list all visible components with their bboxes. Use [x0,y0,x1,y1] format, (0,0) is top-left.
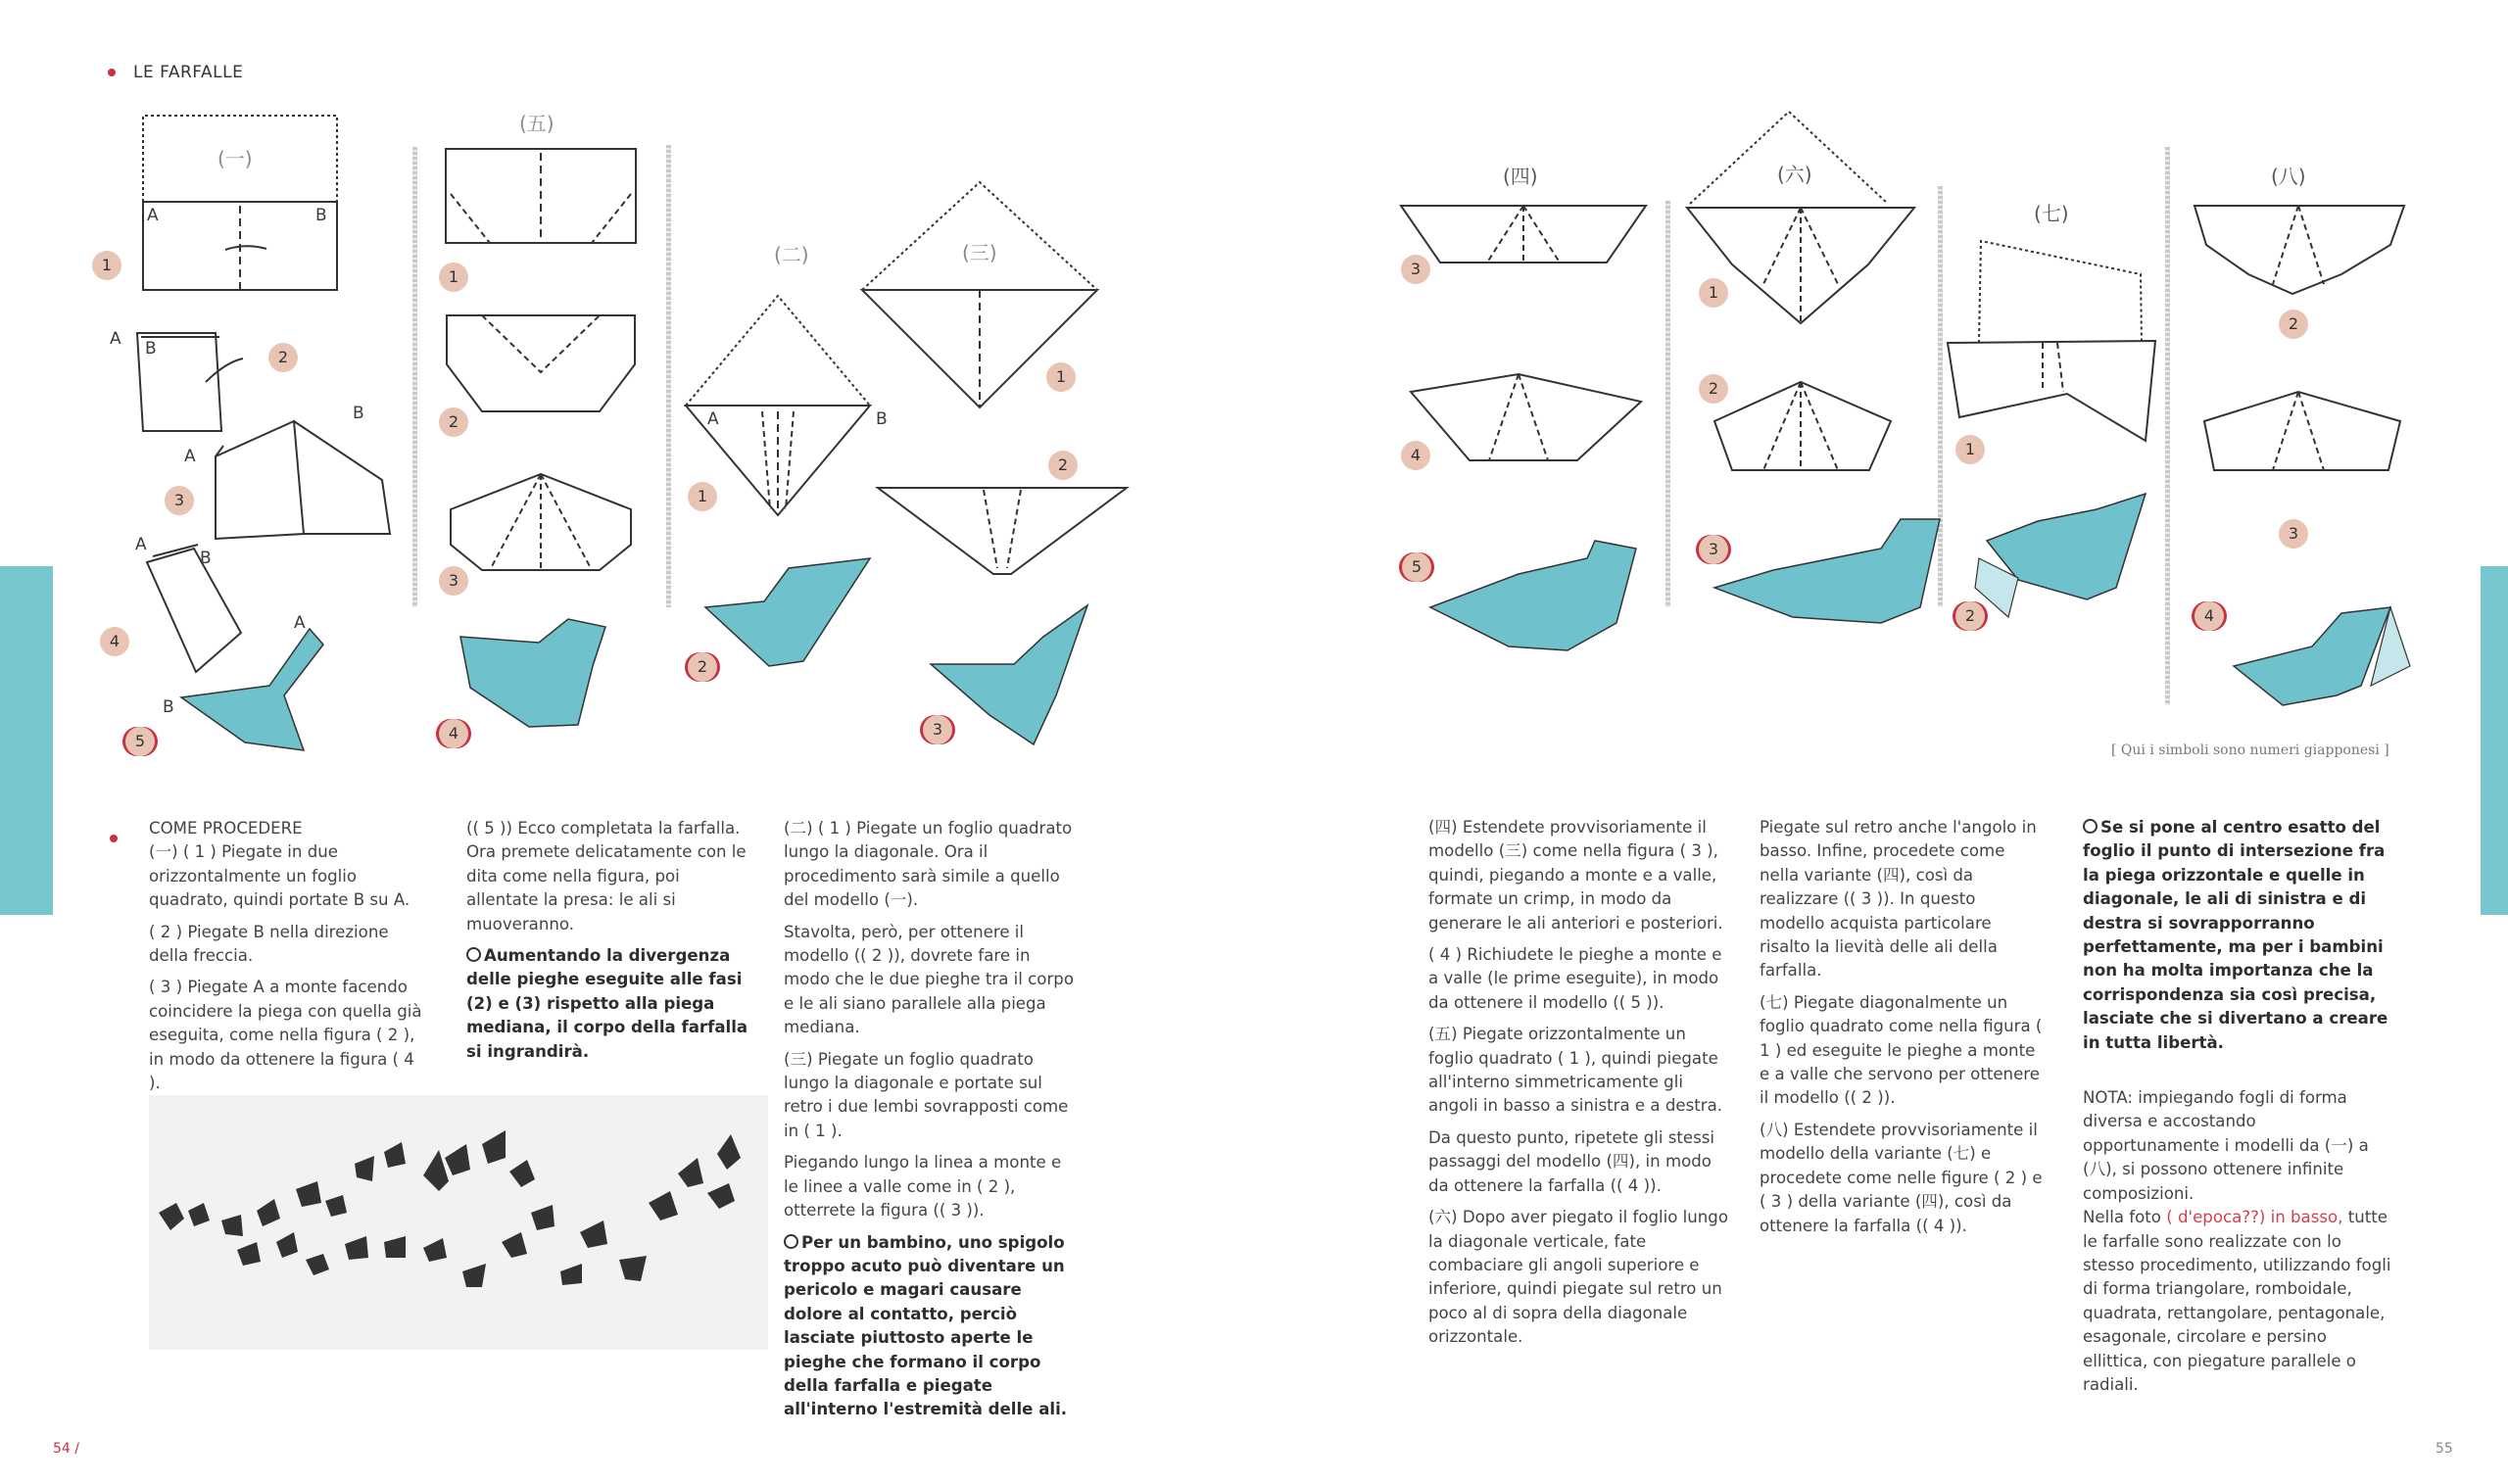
step-number-badge: 3 [1699,535,1728,564]
section-title [108,63,243,82]
letter-b: B [200,549,212,568]
paragraph: (三) Piegate un foglio quadrato lungo la diagonale e portate sul retro i due lembi sovrapposti come in ( 1 ). [784,1049,1069,1140]
step-number-badge: 3 [2279,519,2308,549]
circle-icon [2083,819,2098,834]
paragraph: ( 3 ) Piegate A a monte facendo coincidere la piega con quella già eseguita, come nella figura ( 2 ), in modo da ottenere la figura ( 4 ). [149,978,422,1093]
step-number-badge: 3 [165,486,194,515]
letter-a: A [147,206,159,225]
step-number-badge: 2 [1955,601,1985,631]
bullet-icon [110,835,118,842]
letter-a: A [135,535,147,554]
bullet-icon [108,69,116,76]
step-number-badge: 1 [688,482,717,511]
paragraph: ( 2 ) Piegate B nella direzione della freccia. [149,922,389,966]
step-number-badge: 5 [125,727,155,756]
step-number-badge: 2 [268,343,298,372]
photo-note-prefix: Nella foto [2083,1208,2161,1227]
paragraph: Da questo punto, ripetete gli stessi passaggi del modello (四), in modo da ottenere la farfalla (( 4 )). [1428,1127,1715,1195]
butterflies-image [149,1095,768,1350]
step-number-badge: 3 [1401,255,1430,284]
letter-b: B [353,404,364,423]
section-title-text: LE FARFALLE [133,63,244,82]
kanji-label: (五) [519,112,555,135]
paragraph: (七) Piegate diagonalmente un foglio quadrato come nella figura ( 1 ) ed eseguite le pieghe a monte e a valle che servono per ottenere il modello (( 2 )). [1760,992,2043,1108]
step-number-badge: 1 [1046,362,1076,392]
tip-text: Per un bambino, uno spigolo troppo acuto può diventare un pericolo e magari causare dolore al contatto, perciò lasciate piuttosto aperte le pieghe che formano il corpo della farfalla e piegate all'interno l'estremità delle ali. [784,1232,1068,1419]
paragraph: Stavolta, però, per ottenere il modello (( 2 )), dovrete fare in modo che le due pieghe tra il corpo e le ali siano parallele alla piega mediana. [784,922,1074,1037]
diagram-caption: [ Qui i simboli sono numeri giapponesi ] [2111,742,2389,758]
letter-b: B [876,409,888,429]
letter-a: A [707,409,719,429]
tip-text: Aumentando la divergenza delle pieghe eseguite alle fasi (2) e (3) rispetto alla piega mediana, il corpo della farfalla si ingrandirà. [466,946,748,1061]
photo-note-link: ( d'epoca??) in basso, [2166,1208,2343,1227]
kanji-label: (八) [2271,165,2306,188]
kanji-label: (三) [962,241,997,264]
letter-b: B [315,206,327,225]
letter-a: A [294,613,306,633]
step-number-badge: 3 [439,566,468,596]
kanji-label: (四) [1503,165,1538,188]
step-number-badge: 4 [439,719,468,748]
heading-come-procedere: COME PROCEDERE [149,819,303,838]
butterflies-photo [149,1095,768,1350]
letter-a: A [184,447,196,466]
page-number-left: 54 / [53,1441,79,1457]
paragraph: (二) ( 1 ) Piegate un foglio quadrato lungo la diagonale. Ora il procedimento sarà simile a quello del modello (一). [784,819,1073,910]
page-number-right: 55 [2436,1441,2453,1457]
step-number-badge: 4 [1401,441,1430,470]
letter-b: B [163,697,174,717]
paragraph: (五) Piegate orizzontalmente un foglio quadrato ( 1 ), quindi piegate all'interno simmetricamente gli angoli in basso a sinistra e a destra. [1428,1025,1723,1116]
kanji-label: (一) [217,147,253,170]
paragraph: Piegando lungo la linea a monte e le linee a valle come in ( 2 ), otterrete la figura (( 3 )). [784,1153,1062,1221]
left-col-1 [110,817,423,1103]
photo-note-suffix: tutte le farfalle sono realizzate con lo stesso procedimento, utilizzando fogli di forma triangolare, romboidale, quadrata, rettangolare, pentagonale, esagonale, circolare e persino ellittica, con piegature parallele o radiali. [2083,1208,2391,1394]
letter-a: A [110,329,121,349]
kanji-label: (二) [774,243,809,266]
right-col-3 [2083,816,2396,1405]
origami-diagrams-left [78,88,1156,774]
step-number-badge: 1 [92,251,121,280]
left-edge-tab [0,566,53,915]
step-number-badge: 4 [2194,601,2224,631]
step-number-badge: 1 [1955,435,1985,464]
kanji-label: (六) [1777,163,1812,186]
origami-diagrams-right [1372,98,2469,725]
paragraph: Piegate sul retro anche l'angolo in basso. Infine, procedete come nella variante (四), così da realizzare (( 3 )). In questo modello acquista particolare risalto la lievità delle ali della farfalla. [1760,818,2037,981]
right-edge-tab [2481,566,2508,915]
right-col-1 [1428,816,1732,1358]
left-col-3 [784,817,1078,1430]
step-number-badge: 4 [100,627,129,656]
step-number-badge: 2 [1048,451,1078,480]
right-col-2 [1760,816,2044,1246]
step-number-badge: 2 [1699,374,1728,404]
paragraph: (六) Dopo aver piegato il foglio lungo la diagonale verticale, fate combaciare gli angoli superiore e inferiore, quindi piegate sul retro un poco al di sopra della diagonale orizzontale. [1428,1208,1728,1347]
paragraph: ( 4 ) Richiudete le pieghe a monte e a valle (le prime eseguite), in modo da ottenere il modello (( 5 )). [1428,945,1722,1012]
circle-icon [784,1234,798,1249]
paragraph: NOTA: impiegando fogli di forma diversa e accostando opportunamente i modelli da (一) a (八), si possono ottenere infinite composizioni. [2083,1088,2369,1203]
step-number-badge: 1 [439,263,468,292]
paragraph: (( 5 )) Ecco completata la farfalla. Ora premete delicatamente con le dita come nella figura, poi allentate la presa: le ali si muoveranno. [466,819,747,933]
step-number-badge: 2 [2279,310,2308,339]
left-col-2 [466,817,750,1072]
paragraph: (一) ( 1 ) Piegate in due orizzontalmente un foglio quadrato, quindi portate B su A. [149,842,410,910]
paragraph: (八) Estendete provvisoriamente il modello della variante (七) e procedete come nelle figure ( 2 ) e ( 3 ) della variante (四), così da ottenere la farfalla (( 4 )). [1760,1120,2043,1235]
step-number-badge: 1 [1699,278,1728,308]
kanji-label: (七) [2034,202,2069,225]
step-number-badge: 5 [1402,552,1431,582]
step-number-badge: 2 [688,652,717,682]
step-number-badge: 3 [923,715,952,744]
tip-text: Se si pone al centro esatto del foglio il punto di intersezione fra la piega orizzontale e quelle in diagonale, le ali di sinistra e di destra si sovrapporranno perfettamente, ma per i bambini non ha molta importanza che la corrispondenza sia così precisa, lasciate che si divertano a creare in tutta libertà. [2083,818,2388,1052]
circle-icon [466,947,481,962]
step-number-badge: 2 [439,407,468,437]
letter-b: B [145,339,157,359]
paragraph: (四) Estendete provvisoriamente il modello (三) come nella figura ( 3 ), quindi, piegando a monte e a valle, formate un crimp, in modo da generare le ali anteriori e posteriori. [1428,818,1723,933]
